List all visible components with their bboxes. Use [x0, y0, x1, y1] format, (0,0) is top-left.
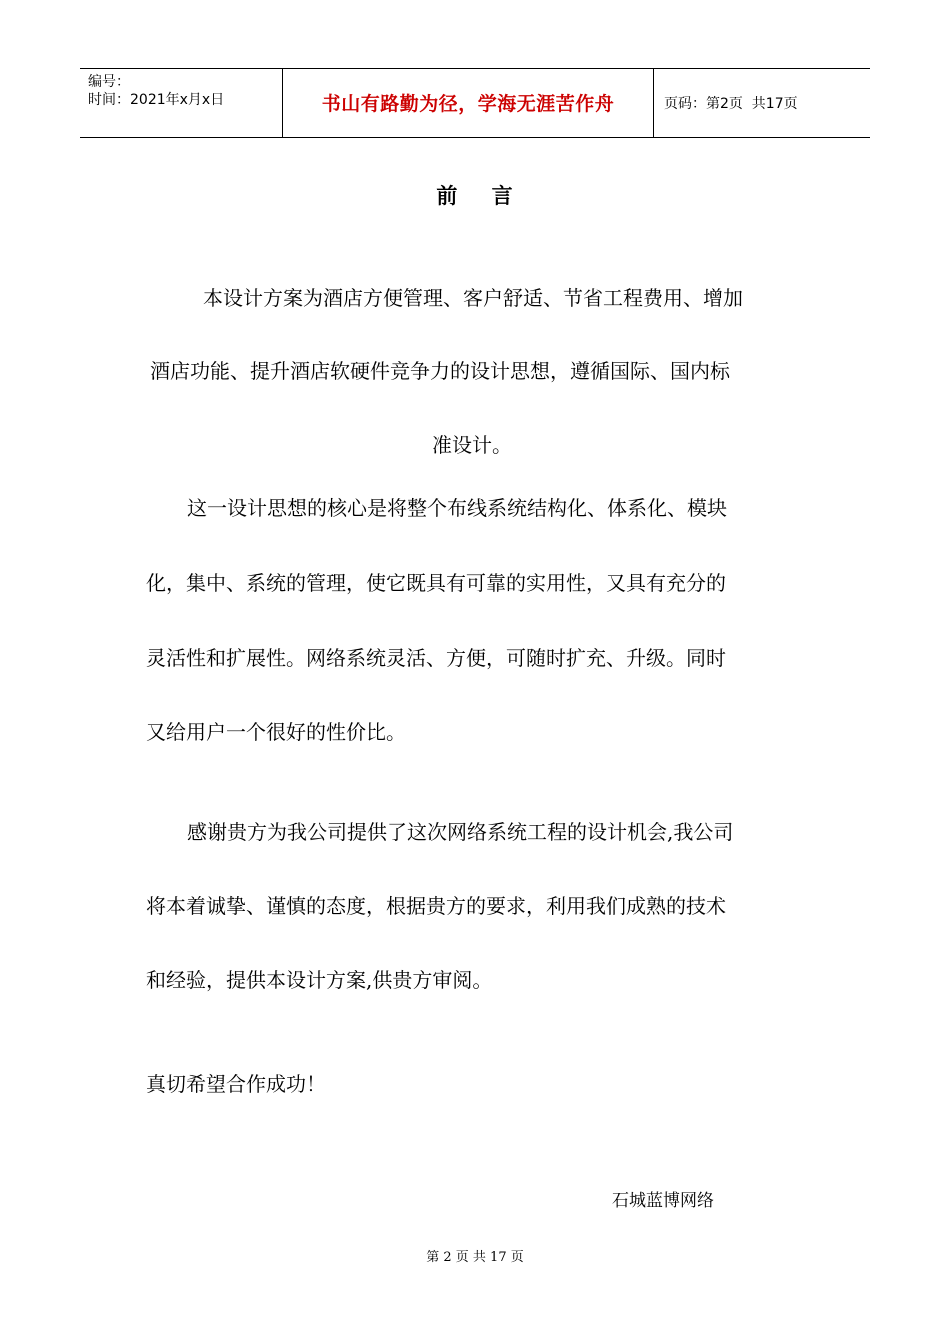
page-header: [80, 68, 870, 138]
paragraph-line: 这一设计思想的核心是将整个布线系统结构化、体系化、模块: [187, 496, 727, 520]
header-motto-cell: [282, 69, 654, 137]
page-title: 前 言: [436, 184, 514, 208]
company-signature: 石城蓝博网络: [612, 1191, 714, 1211]
paragraph-line: 准设计。: [432, 433, 512, 457]
document-number-label: 编号：: [88, 74, 130, 90]
paragraph-line: 酒店功能、提升酒店软硬件竞争力的设计思想，遵循国际、国内标: [150, 359, 730, 383]
header-page-cell: [654, 69, 870, 137]
document-time-label: 时间：2021年x月x日: [88, 92, 225, 108]
header-motto: 书山有路勤为径，学海无涯苦作舟: [321, 92, 615, 115]
paragraph-line: 和经验，提供本设计方案,供贵方审阅。: [146, 968, 493, 992]
paragraph-line: 真切希望合作成功！: [146, 1072, 326, 1096]
header-meta: [80, 69, 282, 137]
paragraph-line: 将本着诚挚、谨慎的态度，根据贵方的要求，利用我们成熟的技术: [146, 894, 726, 918]
paragraph-line: 又给用户一个很好的性价比。: [146, 720, 406, 744]
header-page-info: 页码：第2页 共17页: [664, 96, 798, 112]
paragraph-line: 感谢贵方为我公司提供了这次网络系统工程的设计机会,我公司: [187, 820, 734, 844]
paragraph-line: 化，集中、系统的管理，使它既具有可靠的实用性，又具有充分的: [146, 571, 726, 595]
paragraph-line: 本设计方案为酒店方便管理、客户舒适、节省工程费用、增加: [203, 286, 743, 310]
page-footer: 第 2 页 共 17 页: [426, 1250, 524, 1265]
paragraph-line: 灵活性和扩展性。网络系统灵活、方便，可随时扩充、升级。同时: [146, 646, 726, 670]
